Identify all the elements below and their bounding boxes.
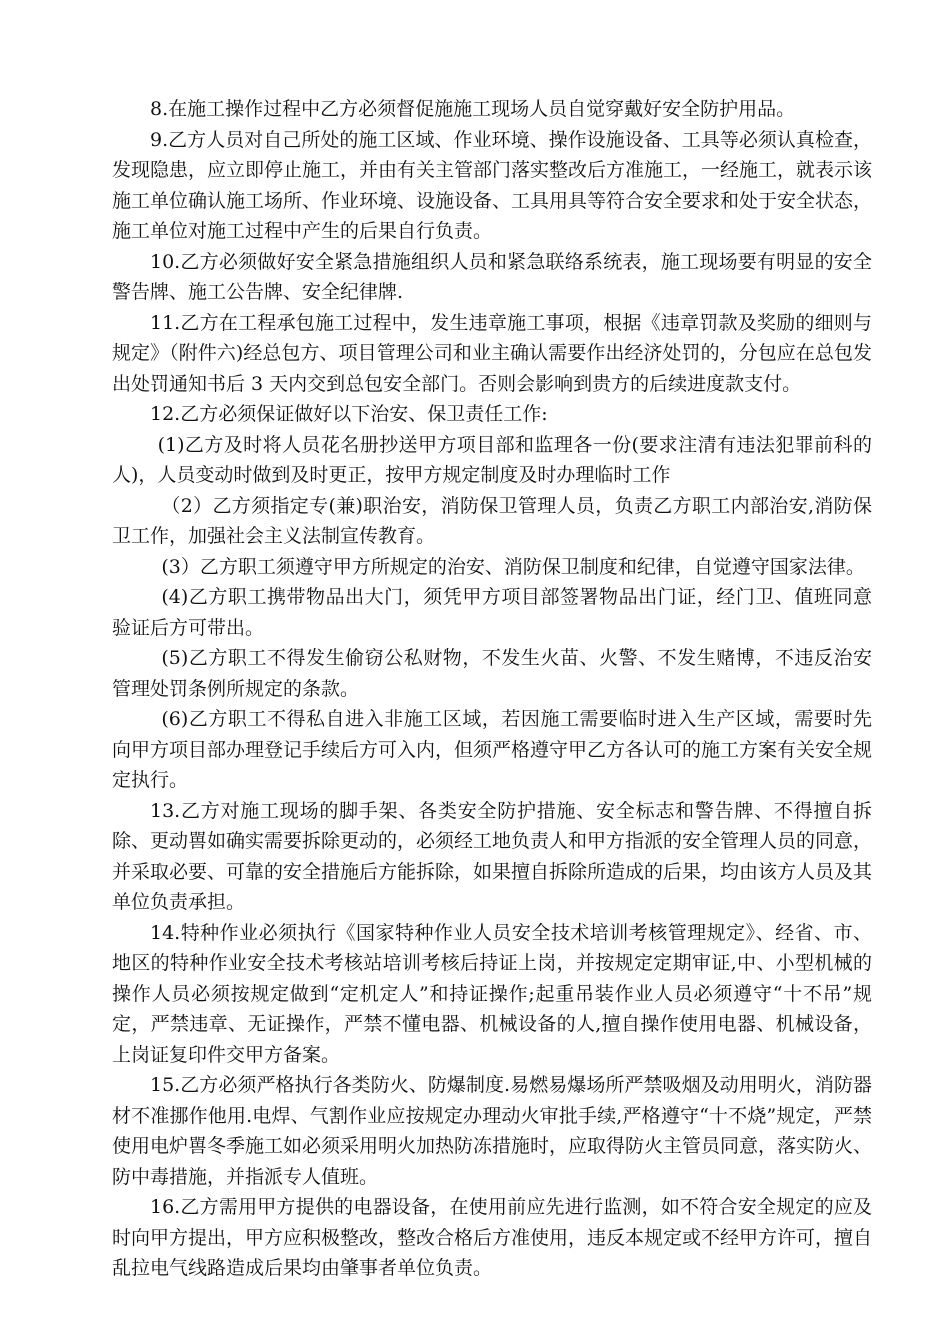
paragraph-item-11: 11.乙方在工程承包施工过程中，发生违章施工事项，根据《违章罚款及奖励的细则与规定》（附件六)经总包方、项目管理公司和业主确认需要作出经济处罚的，分包应在总包发出处罚通知书后 3 天内交到总包安全部门。否则会影响到贵方的后续进度款支付。: [112, 311, 872, 395]
paragraph-item-10: 10.乙方必须做好安全紧急措施组织人员和紧急联络系统表，施工现场要有明显的安全警告牌、施工公告牌、安全纪律牌.: [112, 250, 872, 303]
paragraph-item-8: 8.在施工操作过程中乙方必须督促施施工现场人员自觉穿戴好安全防护用品。: [150, 98, 796, 120]
sub-item-6: (6)乙方职工不得私自进入非施工区域，若因施工需要临时进入生产区域，需要时先向甲方项目部办理登记手续后方可入内，但须严格遵守甲乙方各认可的施工方案有关安全规定执行。: [112, 708, 873, 791]
sub-item-4: (4)乙方职工携带物品出大门，须凭甲方项目部签署物品出门证，经门卫、值班同意验证后方可带出。: [112, 586, 872, 639]
sub-item-3: (3）乙方职工须遵守甲方所规定的治安、消防保卫制度和纪律，自觉遵守国家法律。: [161, 555, 865, 578]
document-body: [112, 94, 872, 1284]
paragraph-item-9: 9.乙方人员对自己所处的施工区域、作业环境、操作设施设备、工具等必须认真检查，发现隐患，应立即停止施工，并由有关主管部门落实整改后方准施工，一经施工，就表示该施工单位确认施工场所、作业环境、设施设备、工具用具等符合安全要求和处于安全状态，施工单位对施工过程中产生的后果自行负责。: [112, 128, 873, 242]
sub-item-1: (1)乙方及时将人员花名册抄送甲方项目部和监理各一份(要求注清有违法犯罪前科的人)，人员变动时做到及时更正，按甲方规定制度及时办理临时工作: [112, 433, 872, 486]
paragraph-item-14: 14.特种作业必须执行《国家特种作业人员安全技术培训考核管理规定》、经省、市、地区的特种作业安全技术考核站培训考核后持证上岗，并按规定定期审证,中、小型机械的操作人员必须按规定做到“定机定人”和持证操作;起重吊装作业人员必须遵守“十不吊”规定，严禁违章、无证操作，严禁不懂电器、机械设备的人,擅自操作使用电器、机械设备，上岗证复印件交甲方备案。: [112, 921, 872, 1066]
sub-item-5: (5)乙方职工不得发生偷窃公私财物，不发生火苗、火警、不发生赌博，不违反治安管理处罚条例所规定的条款。: [112, 647, 872, 700]
paragraph-item-16: 16.乙方需用甲方提供的电器设备，在使用前应先进行监测，如不符合安全规定的应及时向甲方提出，甲方应积极整改，整改合格后方准使用，违反本规定或不经甲方许可，擅自乱拉电气线路造成后果均由肇事者单位负责。: [112, 1196, 873, 1279]
sub-item-2: （2）乙方须指定专(兼)职治安，消防保卫管理人员，负责乙方职工内部治安,消防保卫工作，加强社会主义法制宣传教育。: [112, 494, 872, 547]
paragraph-item-15: 15.乙方必须严格执行各类防火、防爆制度.易燃易爆场所严禁吸烟及动用明火，消防器材不准挪作他用.电焊、气割作业应按规定办理动火审批手续,严格遵守“十不烧”规定，严禁使用电炉嘼冬季施工如必须采用明火加热防冻措施时，应取得防火主管员同意，落实防火、防中毒措施，并指派专人值班。: [112, 1074, 873, 1188]
paragraph-item-12: 12.乙方必须保证做好以下治安、保卫责任工作:: [150, 403, 548, 425]
paragraph-item-13: 13.乙方对施工现场的脚手架、各类安全防护措施、安全标志和警告牌、不得擅自拆除、更动嘼如确实需要拆除更动的，必须经工地负责人和甲方指派的安全管理人员的同意，并采取必要、可靠的安全措施后方能拆除，如果擅自拆除所造成的后果，均由该方人员及其单位负责承担。: [112, 799, 873, 913]
